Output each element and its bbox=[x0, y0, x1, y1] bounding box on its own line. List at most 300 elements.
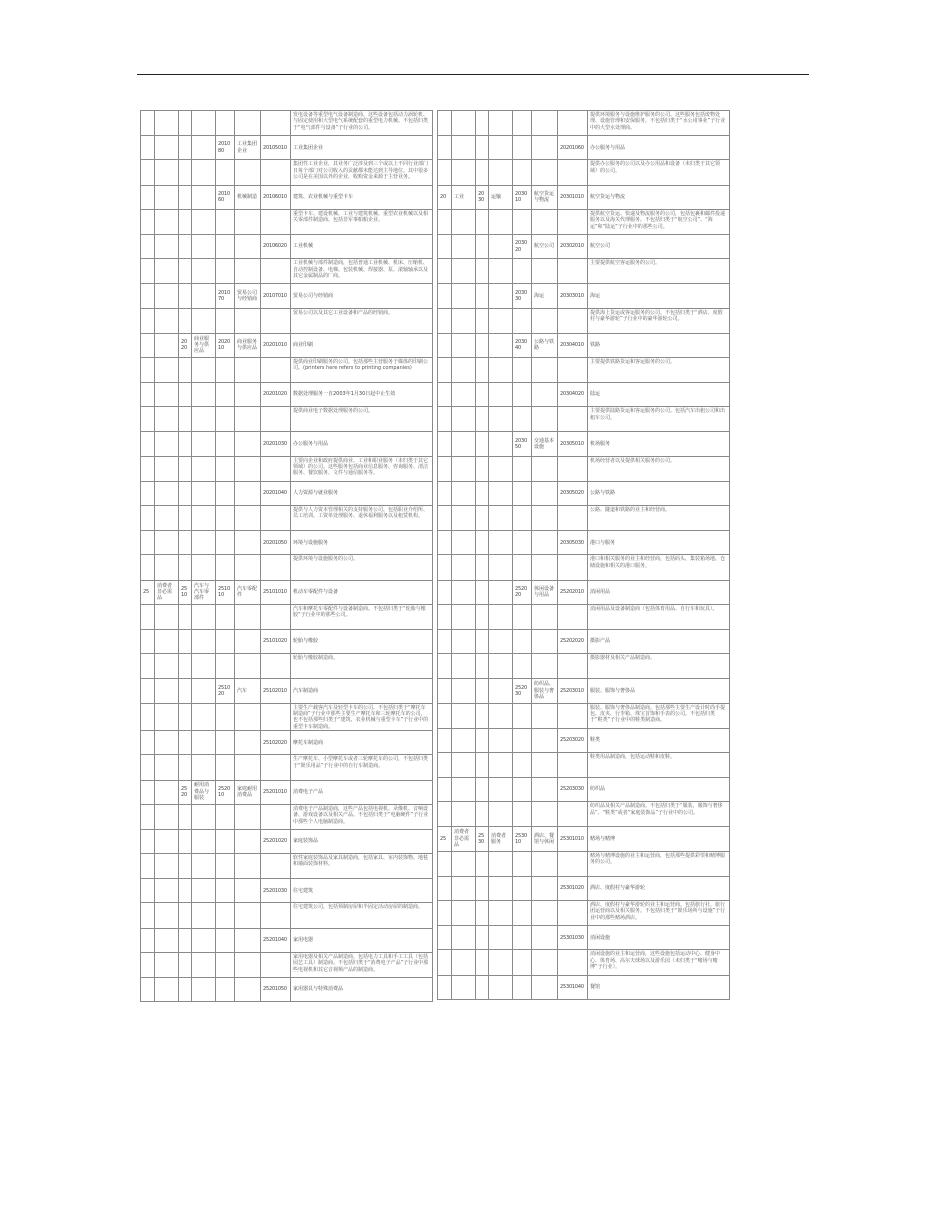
subindustry-code: 20301010 bbox=[558, 185, 588, 209]
industry-name: 航空货运与物流 bbox=[532, 185, 558, 209]
table-row bbox=[438, 728, 730, 752]
subindustry-text: 数据处理服务一自2003年1月30日起中止生效 bbox=[291, 383, 433, 407]
subindustry-text: 主要提供陆路货运和客运服务的公司。包括汽车出租公司和出租车公司。 bbox=[588, 407, 730, 432]
subindustry-text: 港口和相关服务的业主和经营商，包括码头、集装箱场地、仓储设施和相关的港口服务。 bbox=[588, 555, 730, 580]
sector-code bbox=[438, 333, 452, 357]
group-code bbox=[476, 136, 489, 160]
industry-name bbox=[532, 456, 558, 481]
industry-name bbox=[235, 432, 261, 456]
industry-code bbox=[216, 829, 235, 853]
industry-code bbox=[216, 952, 235, 977]
subindustry-code bbox=[558, 703, 588, 728]
sector-code bbox=[438, 456, 452, 481]
industry-name bbox=[532, 160, 558, 185]
subindustry-code bbox=[558, 308, 588, 333]
industry-name: 贸易公司与经销商 bbox=[235, 284, 261, 308]
subindustry-text: 提供海上货运或客运服务的公司。不包括归类于“酒店、度假村与豪华游轮”子行业中的豪华游轮公司。 bbox=[588, 308, 730, 333]
sector-code bbox=[141, 629, 155, 653]
subindustry-text: 软性家庭装饰品及家具制造商，包括家具、室内装饰物、地毯和墙面装饰材料。 bbox=[291, 854, 433, 879]
sector-code bbox=[141, 209, 155, 234]
subindustry-code: 20201050 bbox=[261, 531, 291, 555]
group-code bbox=[476, 357, 489, 382]
industry-code bbox=[513, 752, 532, 777]
sector-name bbox=[452, 357, 476, 382]
table-row bbox=[141, 284, 433, 308]
group-code: 2530 bbox=[476, 827, 489, 851]
table-row bbox=[141, 234, 433, 258]
sector-code bbox=[141, 731, 155, 755]
industry-name: 休闲设备与用品 bbox=[532, 580, 558, 604]
table-row bbox=[438, 851, 730, 876]
group-name bbox=[489, 654, 513, 679]
group-name bbox=[192, 432, 216, 456]
group-name bbox=[489, 901, 513, 926]
subindustry-code: 25301030 bbox=[558, 926, 588, 950]
industry-code: 253010 bbox=[513, 827, 532, 851]
sector-name bbox=[155, 703, 179, 731]
subindustry-text: 住宅建筑公司，包括预制房屋和半固定活动房屋的制造商。 bbox=[291, 903, 433, 928]
subindustry-text: 航空货运与物流 bbox=[588, 185, 730, 209]
group-code bbox=[179, 703, 192, 731]
industry-name bbox=[235, 234, 261, 258]
group-code bbox=[179, 136, 192, 160]
table-row bbox=[438, 827, 730, 851]
subindustry-text: 重型卡车、建设机械、工业与建筑机械、重型农业机械以及相关零部件制造商。包括非军事船舶企业。 bbox=[291, 209, 433, 234]
industry-code bbox=[216, 629, 235, 653]
industry-code bbox=[513, 506, 532, 531]
subindustry-text: 鞋类 bbox=[588, 728, 730, 752]
sector-name bbox=[155, 952, 179, 977]
table-row bbox=[438, 284, 730, 308]
sector-code bbox=[141, 333, 155, 357]
sector-name bbox=[155, 456, 179, 481]
group-code bbox=[476, 901, 489, 926]
table-row bbox=[438, 926, 730, 950]
sector-code bbox=[141, 555, 155, 580]
sector-code: 25 bbox=[141, 580, 155, 604]
group-code bbox=[179, 654, 192, 679]
subindustry-text: 发电设备等重型电气设备制造商。这些设备包括动力涡轮机、与固定使用和大型电气系统配套的重型电力机械。不包括归类于“电气部件与设备”子行业的公司。 bbox=[291, 111, 433, 136]
group-code bbox=[476, 926, 489, 950]
table-row bbox=[438, 209, 730, 234]
group-code bbox=[179, 185, 192, 209]
group-name bbox=[489, 926, 513, 950]
industry-code: 201080 bbox=[216, 136, 235, 160]
sector-code bbox=[438, 136, 452, 160]
sector-name bbox=[452, 580, 476, 604]
sector-name bbox=[155, 308, 179, 333]
table-row bbox=[438, 185, 730, 209]
sector-code bbox=[141, 234, 155, 258]
industry-name bbox=[235, 209, 261, 234]
sector-name bbox=[155, 804, 179, 829]
industry-code: 252010 bbox=[216, 780, 235, 804]
sector-code bbox=[438, 926, 452, 950]
industry-code bbox=[216, 111, 235, 136]
subindustry-code bbox=[558, 802, 588, 827]
industry-name: 航空公司 bbox=[532, 234, 558, 258]
group-code bbox=[476, 876, 489, 900]
sector-code bbox=[438, 580, 452, 604]
sector-code bbox=[141, 531, 155, 555]
group-code bbox=[476, 802, 489, 827]
group-code: 2520 bbox=[179, 780, 192, 804]
table-row bbox=[141, 209, 433, 234]
subindustry-text: 提供商业电子数据处理服务的公司。 bbox=[291, 407, 433, 432]
sector-code bbox=[141, 284, 155, 308]
group-name bbox=[489, 531, 513, 555]
table-row bbox=[141, 555, 433, 580]
group-name bbox=[489, 778, 513, 802]
sector-code bbox=[438, 407, 452, 432]
table-row bbox=[141, 629, 433, 653]
sector-name bbox=[155, 780, 179, 804]
group-code bbox=[179, 604, 192, 629]
group-code bbox=[476, 259, 489, 284]
group-name: 运输 bbox=[489, 185, 513, 209]
sector-name bbox=[452, 802, 476, 827]
subindustry-code bbox=[558, 851, 588, 876]
industry-name bbox=[532, 506, 558, 531]
subindustry-code: 20305020 bbox=[558, 481, 588, 505]
industry-code bbox=[513, 728, 532, 752]
industry-name bbox=[532, 481, 558, 505]
subindustry-code: 20303010 bbox=[558, 284, 588, 308]
table-row bbox=[141, 829, 433, 853]
group-code bbox=[179, 629, 192, 653]
sector-name bbox=[155, 481, 179, 505]
industry-code bbox=[513, 802, 532, 827]
sector-name bbox=[155, 903, 179, 928]
group-name bbox=[192, 284, 216, 308]
industry-name bbox=[235, 952, 261, 977]
sector-name bbox=[155, 829, 179, 853]
group-name bbox=[192, 555, 216, 580]
group-name bbox=[489, 160, 513, 185]
industry-code: 203010 bbox=[513, 185, 532, 209]
sector-name bbox=[155, 531, 179, 555]
sector-name bbox=[452, 308, 476, 333]
sector-code bbox=[438, 703, 452, 728]
sector-name bbox=[452, 876, 476, 900]
subindustry-code bbox=[558, 209, 588, 234]
subindustry-text: 机场服务 bbox=[588, 432, 730, 456]
industry-name bbox=[532, 629, 558, 653]
table-row bbox=[141, 531, 433, 555]
sector-name bbox=[155, 654, 179, 679]
industry-name bbox=[532, 383, 558, 407]
group-name bbox=[489, 752, 513, 777]
table-row bbox=[141, 654, 433, 679]
subindustry-code bbox=[558, 456, 588, 481]
table-row bbox=[438, 259, 730, 284]
subindustry-code: 20201040 bbox=[261, 481, 291, 505]
industry-name bbox=[235, 879, 261, 903]
subindustry-code: 25201020 bbox=[261, 829, 291, 853]
subindustry-text: 办公服务与用品 bbox=[291, 432, 433, 456]
industry-name bbox=[532, 950, 558, 975]
sector-code: 20 bbox=[438, 185, 452, 209]
sector-code bbox=[141, 928, 155, 952]
industry-name bbox=[532, 728, 558, 752]
sector-code bbox=[438, 209, 452, 234]
sector-code bbox=[141, 407, 155, 432]
subindustry-text: 摄影器材及相关产品制造商。 bbox=[588, 654, 730, 679]
sector-code bbox=[141, 432, 155, 456]
table-row bbox=[438, 629, 730, 653]
industry-code bbox=[513, 481, 532, 505]
table-row bbox=[141, 580, 433, 604]
industry-code bbox=[513, 950, 532, 975]
subindustry-code: 20201010 bbox=[261, 333, 291, 357]
sector-name: 工业 bbox=[452, 185, 476, 209]
industry-code bbox=[513, 975, 532, 999]
group-name bbox=[192, 679, 216, 703]
sector-name bbox=[155, 679, 179, 703]
subindustry-text: 机场经营者以及提供相关服务的公司。 bbox=[588, 456, 730, 481]
group-name bbox=[192, 829, 216, 853]
sector-code bbox=[438, 234, 452, 258]
industry-name bbox=[532, 901, 558, 926]
group-name bbox=[192, 160, 216, 185]
industry-name bbox=[235, 111, 261, 136]
industry-code: 252020 bbox=[513, 580, 532, 604]
table-row bbox=[438, 950, 730, 975]
group-name bbox=[192, 481, 216, 505]
group-code bbox=[179, 481, 192, 505]
subindustry-code bbox=[558, 111, 588, 136]
table-row bbox=[438, 481, 730, 505]
industry-code: 202010 bbox=[216, 333, 235, 357]
subindustry-text: 港口与服务 bbox=[588, 531, 730, 555]
sector-code bbox=[438, 432, 452, 456]
table-row bbox=[438, 555, 730, 580]
group-name bbox=[192, 308, 216, 333]
subindustry-text: 主要向企业和政府提供商业、工业和职业服务（未归类于其它领域）的公司。这些服务包括商业信息服务、咨询服务、清洁服务、餐饮服务、文件与通信服务等。 bbox=[291, 456, 433, 481]
industry-code bbox=[216, 555, 235, 580]
group-code bbox=[476, 752, 489, 777]
group-name bbox=[192, 755, 216, 780]
table-row bbox=[438, 901, 730, 926]
group-code bbox=[179, 383, 192, 407]
subindustry-code bbox=[558, 357, 588, 382]
table-row bbox=[438, 136, 730, 160]
subindustry-code bbox=[261, 111, 291, 136]
sector-name bbox=[452, 901, 476, 926]
sector-code bbox=[141, 829, 155, 853]
industry-name: 海运 bbox=[532, 284, 558, 308]
sector-name bbox=[155, 136, 179, 160]
subindustry-text: 海运 bbox=[588, 284, 730, 308]
sector-code bbox=[141, 506, 155, 531]
sector-code bbox=[141, 357, 155, 382]
industry-code bbox=[216, 383, 235, 407]
industry-code bbox=[513, 456, 532, 481]
subindustry-text: 家用器具与特殊消费品 bbox=[291, 978, 433, 1002]
group-name bbox=[192, 879, 216, 903]
subindustry-text: 航空公司 bbox=[588, 234, 730, 258]
industry-code bbox=[513, 136, 532, 160]
subindustry-text: 赌场与赌博 bbox=[588, 827, 730, 851]
subindustry-code bbox=[558, 901, 588, 926]
subindustry-code: 20201020 bbox=[261, 383, 291, 407]
group-name bbox=[192, 952, 216, 977]
subindustry-text: 消闲用品及设备制造商（包括体育用品、自行车和玩具）。 bbox=[588, 604, 730, 629]
group-name bbox=[489, 604, 513, 629]
industry-name bbox=[532, 308, 558, 333]
subindustry-code bbox=[261, 259, 291, 284]
industry-name bbox=[532, 654, 558, 679]
industry-name bbox=[235, 407, 261, 432]
industry-code: 201060 bbox=[216, 185, 235, 209]
group-name: 消费者服务 bbox=[489, 827, 513, 851]
industry-code bbox=[216, 928, 235, 952]
group-name bbox=[489, 432, 513, 456]
table-row bbox=[438, 975, 730, 999]
table-row bbox=[141, 432, 433, 456]
group-code bbox=[476, 111, 489, 136]
group-code bbox=[476, 234, 489, 258]
sector-code: 25 bbox=[438, 827, 452, 851]
industry-code bbox=[513, 654, 532, 679]
table-row bbox=[438, 456, 730, 481]
group-name bbox=[489, 580, 513, 604]
sector-code bbox=[438, 901, 452, 926]
group-code bbox=[179, 854, 192, 879]
subindustry-code bbox=[261, 604, 291, 629]
industry-name: 工业集团企业 bbox=[235, 136, 261, 160]
subindustry-text: 酒店、度假村与豪华游轮 bbox=[588, 876, 730, 900]
sector-code bbox=[438, 111, 452, 136]
subindustry-text: 建筑、农业机械与重型卡车 bbox=[291, 185, 433, 209]
subindustry-code bbox=[261, 160, 291, 185]
sector-code bbox=[141, 259, 155, 284]
sector-code bbox=[141, 111, 155, 136]
subindustry-code bbox=[261, 854, 291, 879]
sector-name bbox=[452, 234, 476, 258]
table-row bbox=[141, 679, 433, 703]
industry-code bbox=[216, 259, 235, 284]
group-name bbox=[489, 407, 513, 432]
group-name bbox=[489, 136, 513, 160]
subindustry-code bbox=[261, 703, 291, 731]
industry-name bbox=[532, 259, 558, 284]
group-code bbox=[476, 333, 489, 357]
industry-name bbox=[532, 555, 558, 580]
sector-name bbox=[155, 755, 179, 780]
sector-code bbox=[438, 778, 452, 802]
industry-code bbox=[513, 209, 532, 234]
sector-name bbox=[155, 604, 179, 629]
table-row bbox=[141, 185, 433, 209]
sector-name bbox=[155, 209, 179, 234]
industry-name bbox=[235, 259, 261, 284]
sector-name bbox=[452, 629, 476, 653]
subindustry-code: 20107010 bbox=[261, 284, 291, 308]
table-row bbox=[438, 111, 730, 136]
subindustry-code: 25102020 bbox=[261, 731, 291, 755]
sector-code bbox=[438, 259, 452, 284]
sector-name bbox=[155, 731, 179, 755]
table-row bbox=[141, 259, 433, 284]
subindustry-text: 家用电器及相关产品制造商，包括电力工具和手工工具（包括园艺工具）制造商。不包括归类于“消费电子产品”子行业中那些电视机和其它音视频产品的制造商。 bbox=[291, 952, 433, 977]
subindustry-code bbox=[558, 654, 588, 679]
industry-code: 203040 bbox=[513, 333, 532, 357]
table-row bbox=[438, 234, 730, 258]
industry-name bbox=[532, 407, 558, 432]
sector-code bbox=[438, 728, 452, 752]
group-code bbox=[179, 679, 192, 703]
sector-name bbox=[452, 555, 476, 580]
table-row bbox=[438, 383, 730, 407]
group-code bbox=[179, 879, 192, 903]
sector-code bbox=[141, 854, 155, 879]
group-name bbox=[489, 481, 513, 505]
table-row bbox=[141, 506, 433, 531]
sector-name bbox=[452, 259, 476, 284]
industry-code bbox=[216, 506, 235, 531]
subindustry-code bbox=[558, 407, 588, 432]
group-name bbox=[192, 407, 216, 432]
industry-name bbox=[532, 876, 558, 900]
industry-code: 252030 bbox=[513, 679, 532, 703]
industry-code bbox=[216, 879, 235, 903]
sector-name bbox=[155, 407, 179, 432]
sector-name bbox=[452, 703, 476, 728]
subindustry-code bbox=[261, 903, 291, 928]
industry-name bbox=[235, 481, 261, 505]
subindustry-text: 鞋类用品制造商，包括运动鞋和皮鞋。 bbox=[588, 752, 730, 777]
industry-name: 家庭耐用消费品 bbox=[235, 780, 261, 804]
industry-name bbox=[235, 731, 261, 755]
industry-code bbox=[513, 357, 532, 382]
group-code bbox=[476, 383, 489, 407]
sector-name bbox=[155, 383, 179, 407]
sector-code bbox=[438, 308, 452, 333]
sector-code bbox=[438, 876, 452, 900]
subindustry-text: 提供航空货运、快递及物流服务的公司，包括包裹和邮件投递服务以及海关代理服务。不包括归类于“航空公司”、“海运”和“陆运”子行业中的那些公司。 bbox=[588, 209, 730, 234]
group-name bbox=[489, 357, 513, 382]
industry-code: 201070 bbox=[216, 284, 235, 308]
subindustry-text: 贸易公司以及其它工业设备和产品的经销商。 bbox=[291, 308, 433, 333]
industry-code bbox=[216, 654, 235, 679]
subindustry-code: 20305010 bbox=[558, 432, 588, 456]
group-code bbox=[179, 952, 192, 977]
group-code bbox=[476, 728, 489, 752]
subindustry-code bbox=[261, 506, 291, 531]
subindustry-text: 赌场与赌博设施的业主和运营商，包括那些提供彩票和赌博服务的公司。 bbox=[588, 851, 730, 876]
subindustry-code: 25101010 bbox=[261, 580, 291, 604]
industry-code bbox=[216, 854, 235, 879]
industry-name bbox=[235, 456, 261, 481]
industry-name bbox=[532, 975, 558, 999]
group-name bbox=[489, 259, 513, 284]
sector-name: 消费者非必需品 bbox=[452, 827, 476, 851]
sector-code bbox=[141, 456, 155, 481]
group-name bbox=[192, 804, 216, 829]
group-name bbox=[489, 802, 513, 827]
industry-code: 251010 bbox=[216, 580, 235, 604]
subindustry-code bbox=[261, 407, 291, 432]
table-row bbox=[438, 531, 730, 555]
group-name bbox=[489, 506, 513, 531]
subindustry-code: 25301010 bbox=[558, 827, 588, 851]
table-row bbox=[141, 928, 433, 952]
group-code bbox=[179, 804, 192, 829]
group-code bbox=[476, 555, 489, 580]
sector-name bbox=[452, 432, 476, 456]
subindustry-text: 工业集团企业 bbox=[291, 136, 433, 160]
